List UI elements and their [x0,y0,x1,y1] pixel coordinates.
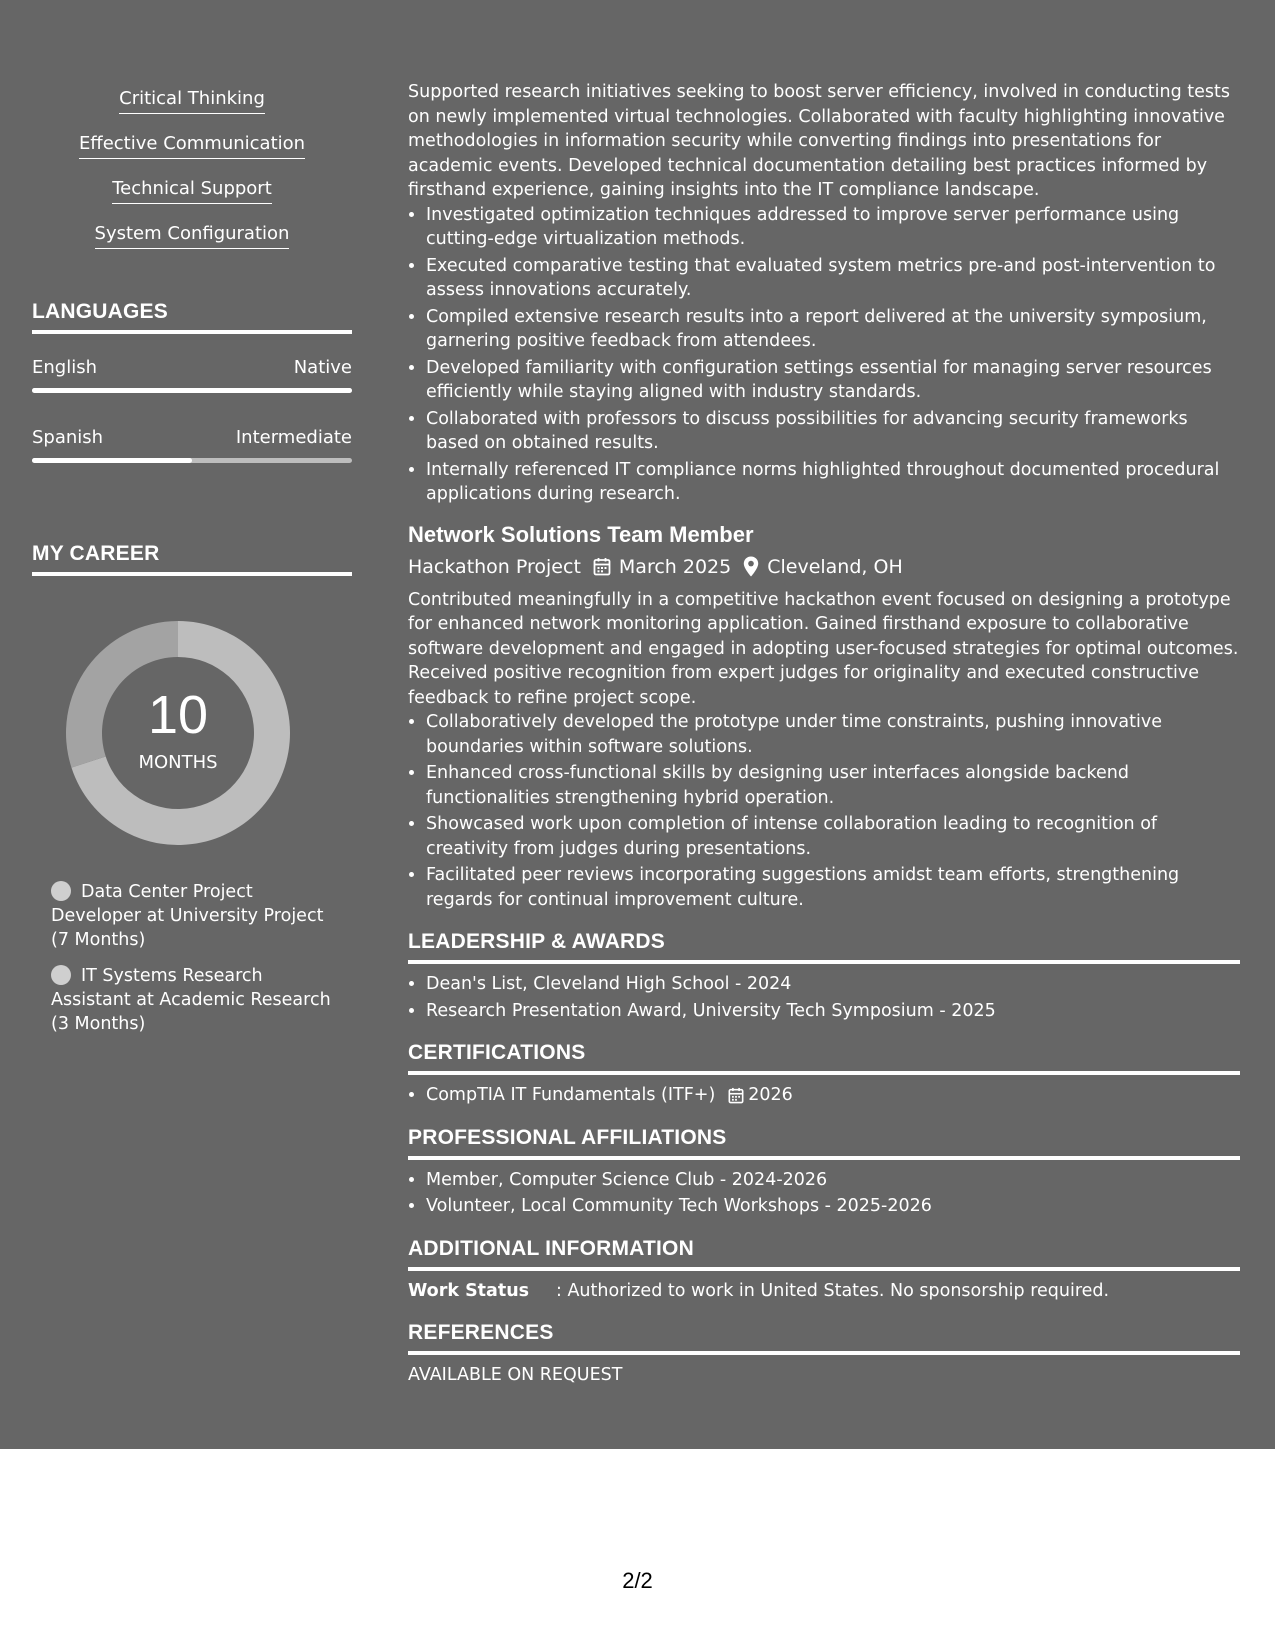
job-location: Cleveland, OH [767,555,903,578]
award-item: • Dean's List, Cleveland High School - 2024 [426,972,1240,997]
job-bullet: • Executed comparative testing that evaluated system metrics pre-and post-intervention to assess innovations accurately. [426,254,1240,303]
work-status-label: Work Status [408,1280,530,1301]
job-bullets [408,203,1240,507]
references-text: AVAILABLE ON REQUEST [408,1365,623,1385]
page-number: 2/2 [622,1568,653,1593]
language-row [32,427,352,463]
job-summary: Supported research initiatives seeking to boost server efficiency, involved in conducting tests on newly implemented virtual technologies. Collaborated with faculty highlighting innovative methodologies in information security while converting findings into presentations for academic events. Developed technical documentation detailing best practices informed by firsthand experience, gaining insights into the IT compliance landscape. [408,82,1231,200]
certification-item [426,1083,1240,1108]
leadership-heading: LEADERSHIP & AWARDS [408,930,665,953]
job-bullets [408,710,1240,912]
career-total-number: 10 [147,685,209,745]
job-bullet: • Internally referenced IT compliance norms highlighted throughout documented procedural applications during research. [426,458,1240,507]
calendar-icon [728,1087,744,1104]
job-bullet: • Showcased work upon completion of intense collaboration leading to recognition of creativity from judges during presentations. [426,812,1240,861]
section-divider [408,1351,1240,1355]
certifications-heading: CERTIFICATIONS [408,1041,586,1064]
work-status-row [408,1279,1240,1304]
section-divider [32,330,352,334]
certification-year: 2026 [748,1085,793,1105]
career-total-unit: MONTHS [138,752,218,773]
job-company: Hackathon Project [408,555,581,578]
section-divider [408,960,1240,964]
language-row [32,357,352,393]
job-bullet: • Developed familiarity with configuration settings essential for managing server resources efficiently while staying aligned with industry standards. [426,356,1240,405]
career-item-text: Data Center Project Developer at University Project (7 Months) [51,882,324,950]
affiliation-item: • Member, Computer Science Club - 2024-2026 [426,1168,1240,1193]
references-heading: REFERENCES [408,1321,554,1344]
language-bar-fill [32,388,352,393]
skill-item: Effective Communication [79,131,305,159]
language-level: Native [293,357,352,378]
career-item [51,964,341,1036]
career-list [51,880,341,1048]
career-item-text: IT Systems Research Assistant at Academic Research (3 Months) [51,966,331,1034]
job-bullet: • Facilitated peer reviews incorporating suggestions amidst team efforts, strengthening regards for continual improvement culture. [426,863,1240,912]
skills-list [32,86,352,266]
calendar-icon [593,557,611,576]
language-bar [32,388,352,393]
additional-heading: ADDITIONAL INFORMATION [408,1236,694,1260]
skill-item: Critical Thinking [119,86,265,114]
work-status-value: : Authorized to work in United States. No sponsorship required. [556,1280,1110,1301]
right-column [408,80,1240,1388]
leadership-section [408,928,1240,1023]
language-bar-fill [32,458,192,463]
location-pin-icon [743,556,759,577]
skill-item: System Configuration [95,221,290,249]
affiliations-section [408,1124,1240,1219]
section-divider [408,1156,1240,1160]
job-bullet: • Enhanced cross-functional skills by designing user interfaces alongside backend functionalities strengthening hybrid operation. [426,761,1240,810]
job-bullet: • Investigated optimization techniques addressed to improve server performance using cutting-edge virtualization methods. [426,203,1240,252]
certifications-section [408,1039,1240,1108]
career-heading: MY CAREER [32,542,160,565]
language-name: English [32,357,97,378]
job-date: March 2025 [618,555,732,578]
language-name: Spanish [32,427,104,448]
career-section [32,542,352,576]
language-bar [32,458,352,463]
affiliations-heading: PROFESSIONAL AFFILIATIONS [408,1125,727,1149]
section-divider [408,1267,1240,1271]
languages-section [32,300,352,334]
certification-name: • CompTIA IT Fundamentals (ITF+) [426,1085,716,1105]
affiliation-item: • Volunteer, Local Community Tech Workshops - 2025-2026 [426,1194,1240,1219]
job-title: Network Solutions Team Member [408,521,754,547]
job-meta [408,552,1240,582]
job-summary: Contributed meaningfully in a competitive hackathon event focused on designing a prototype for enhanced network monitoring application. Gained firsthand exposure to collaborative software development and engaged in adopting user-focused strategies for optimal outcomes. Received positive recognition from expert judges for originality and executed constructive feedback to refine project scope. [408,589,1239,708]
additional-section [408,1235,1240,1304]
job-bullet: • Collaborated with professors to discuss possibilities for advancing security frameworks based on obtained results. [426,407,1240,456]
award-item: • Research Presentation Award, University Tech Symposium - 2025 [426,999,1240,1024]
job-bullet: • Compiled extensive research results into a report delivered at the university symposium, garnering positive feedback from attendees. [426,305,1240,354]
languages-heading: LANGUAGES [32,300,168,323]
career-donut-chart [66,621,290,845]
legend-dot-icon [51,881,71,901]
section-divider [408,1071,1240,1075]
legend-dot-icon [51,965,71,985]
language-level: Intermediate [235,427,352,448]
skill-item: Technical Support [112,176,272,204]
references-section [408,1319,1240,1388]
job-bullet: • Collaboratively developed the prototype under time constraints, pushing innovative boundaries within software solutions. [426,710,1240,759]
section-divider [32,572,352,576]
career-item [51,880,341,952]
